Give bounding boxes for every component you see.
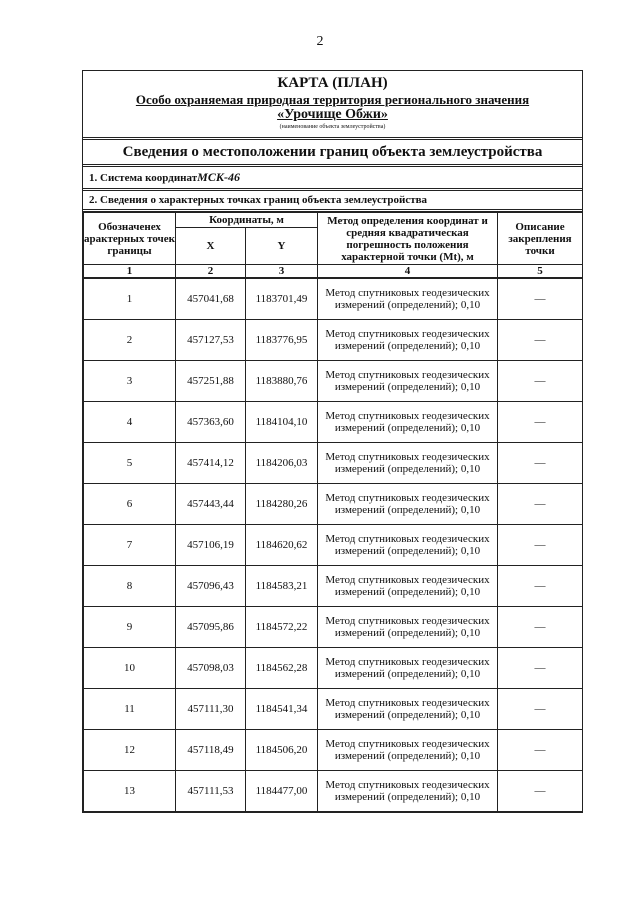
x-coordinate-cell: 457106,19 (176, 525, 246, 566)
point-cell: 5 (84, 443, 176, 484)
y-coordinate-cell: 1184562,28 (246, 648, 318, 689)
table-row (84, 648, 583, 689)
coordinate-system-value: МСК-46 (197, 170, 240, 184)
points-table (83, 212, 583, 812)
point-cell: 1 (84, 278, 176, 320)
header-y: Y (246, 228, 318, 265)
point-cell: 10 (84, 648, 176, 689)
y-coordinate-cell: 1183776,95 (246, 320, 318, 361)
section-heading: Сведения о местоположении границ объекта землеустройства (83, 140, 582, 167)
y-coordinate-cell: 1184506,20 (246, 730, 318, 771)
method-cell: Метод спутниковых геодезических измерений (определений); 0,10 (318, 484, 498, 525)
description-cell: — (498, 730, 583, 771)
column-number: 1 (84, 265, 176, 279)
description-cell: — (498, 320, 583, 361)
method-cell: Метод спутниковых геодезических измерений (определений); 0,10 (318, 607, 498, 648)
description-cell: — (498, 607, 583, 648)
point-cell: 13 (84, 771, 176, 812)
point-cell: 3 (84, 361, 176, 402)
coordinate-system-row (83, 167, 582, 191)
method-cell: Метод спутниковых геодезических измерений (определений); 0,10 (318, 566, 498, 607)
description-cell: — (498, 484, 583, 525)
table-row (84, 320, 583, 361)
method-cell: Метод спутниковых геодезических измерений (определений); 0,10 (318, 320, 498, 361)
table-row (84, 730, 583, 771)
header-method: Метод определения координат и средняя квадратическая погрешность положения характерной точки (Mt), м (318, 213, 498, 265)
table-row (84, 278, 583, 320)
table-row (84, 402, 583, 443)
point-cell: 12 (84, 730, 176, 771)
y-coordinate-cell: 1184583,21 (246, 566, 318, 607)
x-coordinate-cell: 457363,60 (176, 402, 246, 443)
x-coordinate-cell: 457111,53 (176, 771, 246, 812)
table-row (84, 525, 583, 566)
object-name: «Урочище Обжи» (277, 107, 388, 122)
x-coordinate-cell: 457251,88 (176, 361, 246, 402)
points-table-body (84, 278, 583, 812)
x-coordinate-cell: 457443,44 (176, 484, 246, 525)
x-coordinate-cell: 457041,68 (176, 278, 246, 320)
y-coordinate-cell: 1184620,62 (246, 525, 318, 566)
document-subtitle: Особо охраняемая природная территория регионального значения (135, 92, 530, 107)
y-coordinate-cell: 1184572,22 (246, 607, 318, 648)
x-coordinate-cell: 457118,49 (176, 730, 246, 771)
point-cell: 2 (84, 320, 176, 361)
y-coordinate-cell: 1184477,00 (246, 771, 318, 812)
method-cell: Метод спутниковых геодезических измерений (определений); 0,10 (318, 361, 498, 402)
column-number: 2 (176, 265, 246, 279)
table-row (84, 771, 583, 812)
y-coordinate-cell: 1184280,26 (246, 484, 318, 525)
point-cell: 7 (84, 525, 176, 566)
description-cell: — (498, 771, 583, 812)
method-cell: Метод спутниковых геодезических измерений (определений); 0,10 (318, 648, 498, 689)
description-cell: — (498, 525, 583, 566)
method-cell: Метод спутниковых геодезических измерений (определений); 0,10 (318, 771, 498, 812)
y-coordinate-cell: 1183880,76 (246, 361, 318, 402)
method-cell: Метод спутниковых геодезических измерений (определений); 0,10 (318, 443, 498, 484)
point-cell: 11 (84, 689, 176, 730)
column-numbers-row (84, 265, 583, 279)
column-number: 3 (246, 265, 318, 279)
document-title: КАРТА (ПЛАН) (277, 75, 388, 91)
points-heading: 2. Сведения о характерных точках границ объекта землеустройства (83, 191, 582, 212)
table-row (84, 484, 583, 525)
point-cell: 9 (84, 607, 176, 648)
x-coordinate-cell: 457127,53 (176, 320, 246, 361)
point-cell: 8 (84, 566, 176, 607)
header-description: Описание закрепления точки (498, 213, 583, 265)
table-row (84, 443, 583, 484)
x-coordinate-cell: 457414,12 (176, 443, 246, 484)
method-cell: Метод спутниковых геодезических измерений (определений); 0,10 (318, 730, 498, 771)
x-coordinate-cell: 457095,86 (176, 607, 246, 648)
description-cell: — (498, 443, 583, 484)
x-coordinate-cell: 457111,30 (176, 689, 246, 730)
table-row (84, 689, 583, 730)
header-coords: Координаты, м (176, 213, 318, 228)
x-coordinate-cell: 457096,43 (176, 566, 246, 607)
header-point: Обозначенех арактерных точек границы (84, 213, 176, 265)
title-block (83, 71, 582, 140)
description-cell: — (498, 648, 583, 689)
y-coordinate-cell: 1184104,10 (246, 402, 318, 443)
method-cell: Метод спутниковых геодезических измерений (определений); 0,10 (318, 689, 498, 730)
object-caption: (наименование объекта землеустройства) (279, 124, 386, 130)
document-sheet (82, 70, 583, 813)
y-coordinate-cell: 1184541,34 (246, 689, 318, 730)
description-cell: — (498, 278, 583, 320)
y-coordinate-cell: 1184206,03 (246, 443, 318, 484)
column-number: 4 (318, 265, 498, 279)
column-number: 5 (498, 265, 583, 279)
y-coordinate-cell: 1183701,49 (246, 278, 318, 320)
method-cell: Метод спутниковых геодезических измерений (определений); 0,10 (318, 525, 498, 566)
description-cell: — (498, 402, 583, 443)
header-x: X (176, 228, 246, 265)
description-cell: — (498, 566, 583, 607)
table-row (84, 361, 583, 402)
description-cell: — (498, 361, 583, 402)
description-cell: — (498, 689, 583, 730)
point-cell: 6 (84, 484, 176, 525)
table-row (84, 566, 583, 607)
page-number: 2 (316, 34, 324, 49)
table-row (84, 607, 583, 648)
point-cell: 4 (84, 402, 176, 443)
x-coordinate-cell: 457098,03 (176, 648, 246, 689)
method-cell: Метод спутниковых геодезических измерений (определений); 0,10 (318, 402, 498, 443)
method-cell: Метод спутниковых геодезических измерений (определений); 0,10 (318, 278, 498, 320)
coordinate-system-label: 1. Система координат (89, 172, 198, 184)
